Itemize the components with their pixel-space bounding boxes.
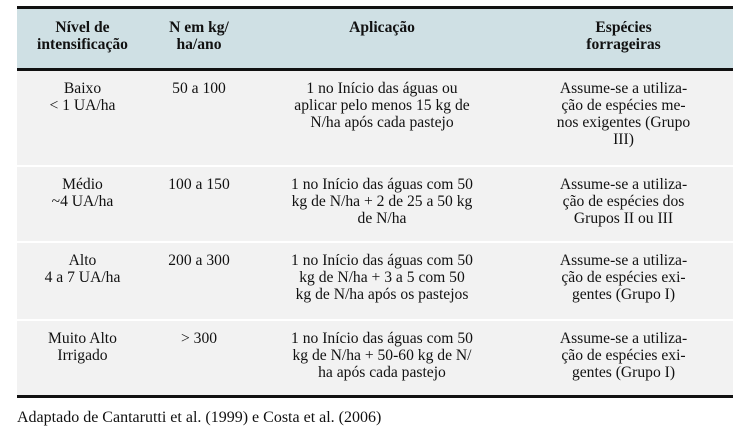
cell-line: Grupos II ou III [573,209,674,227]
header-especies-line: Espécies [595,19,652,36]
fertilization-table [17,6,733,398]
header-nivel-line: Nível de [55,19,110,36]
cell-line: nos exigentes (Grupo [556,114,691,131]
cell-line: aplicar pelo menos 15 kg de [294,97,470,114]
table-row [17,242,733,320]
cell-line: de N/ha [357,209,407,227]
cell-line: kg de N/ha + 2 de 25 a 50 kg [291,192,473,210]
cell-n [148,242,250,320]
cell-line: III) [613,131,634,148]
cell-n [148,70,250,166]
cell-line: ha após cada pastejo [318,363,446,381]
cell-line: ção de espécies exi- [561,346,686,364]
cell-nivel [17,70,148,166]
cell-line: 4 a 7 UA/ha [44,268,121,286]
header-especies-line: forrageiras [586,36,661,53]
cell-line: 1 no Início das águas com 50 [291,329,473,347]
table-row [17,70,733,166]
header-aplicacao-line: Aplicação [349,19,415,36]
cell-especies [514,242,733,320]
cell-line: ção de espécies exi- [561,268,686,286]
cell-nivel [17,166,148,242]
cell-aplicacao [250,166,514,242]
cell-line: 50 a 100 [172,80,226,97]
cell-line: 1 no Início das águas ou [306,80,458,97]
cell-line: Assume-se a utiliza- [559,251,688,269]
cell-line: Baixo [63,80,102,97]
cell-line: Irrigado [57,346,108,364]
table-header-row [17,8,733,70]
cell-n [148,320,250,397]
cell-line: Assume-se a utiliza- [559,329,688,347]
table-row [17,320,733,397]
table-row [17,166,733,242]
header-n-line: N em kg/ [169,19,229,36]
cell-line: 1 no Início das águas com 50 [291,251,473,269]
header-n [148,8,250,70]
cell-line: kg de N/ha + 3 a 5 com 50 [299,268,465,286]
cell-especies [514,70,733,166]
cell-line: N/ha após cada pastejo [310,114,454,131]
cell-line: ção de espécies me- [561,97,686,114]
header-especies [514,8,733,70]
cell-line: Alto [68,251,97,269]
cell-line: 1 no Início das águas com 50 [291,175,473,193]
cell-line: < 1 UA/ha [49,97,116,114]
cell-line: Assume-se a utiliza- [559,80,688,97]
cell-nivel [17,242,148,320]
cell-line: Médio [62,175,103,193]
cell-line: ção de espécies dos [562,192,685,210]
cell-line: gentes (Grupo I) [571,363,676,381]
header-aplicacao [250,8,514,70]
cell-n [148,166,250,242]
cell-line: Assume-se a utiliza- [559,175,688,193]
cell-aplicacao [250,242,514,320]
cell-line: kg de N/ha após os pastejos [295,285,469,303]
cell-especies [514,320,733,397]
source-caption: Adaptado de Cantarutti et al. (1999) e Costa et al. (2006) [17,409,382,426]
cell-especies [514,166,733,242]
cell-line: 100 a 150 [168,175,230,193]
fertilization-table-container [17,6,733,398]
cell-line: 200 a 300 [168,251,230,269]
cell-aplicacao [250,70,514,166]
header-nivel [17,8,148,70]
cell-line: kg de N/ha + 50-60 kg de N/ [292,346,472,364]
cell-nivel [17,320,148,397]
cell-line: ~4 UA/ha [51,192,114,210]
cell-line: gentes (Grupo I) [571,285,676,303]
cell-aplicacao [250,320,514,397]
header-nivel-line: intensificação [37,36,128,53]
cell-line: Muito Alto [48,329,117,347]
cell-line: > 300 [180,329,218,347]
header-n-line: ha/ano [176,36,222,53]
